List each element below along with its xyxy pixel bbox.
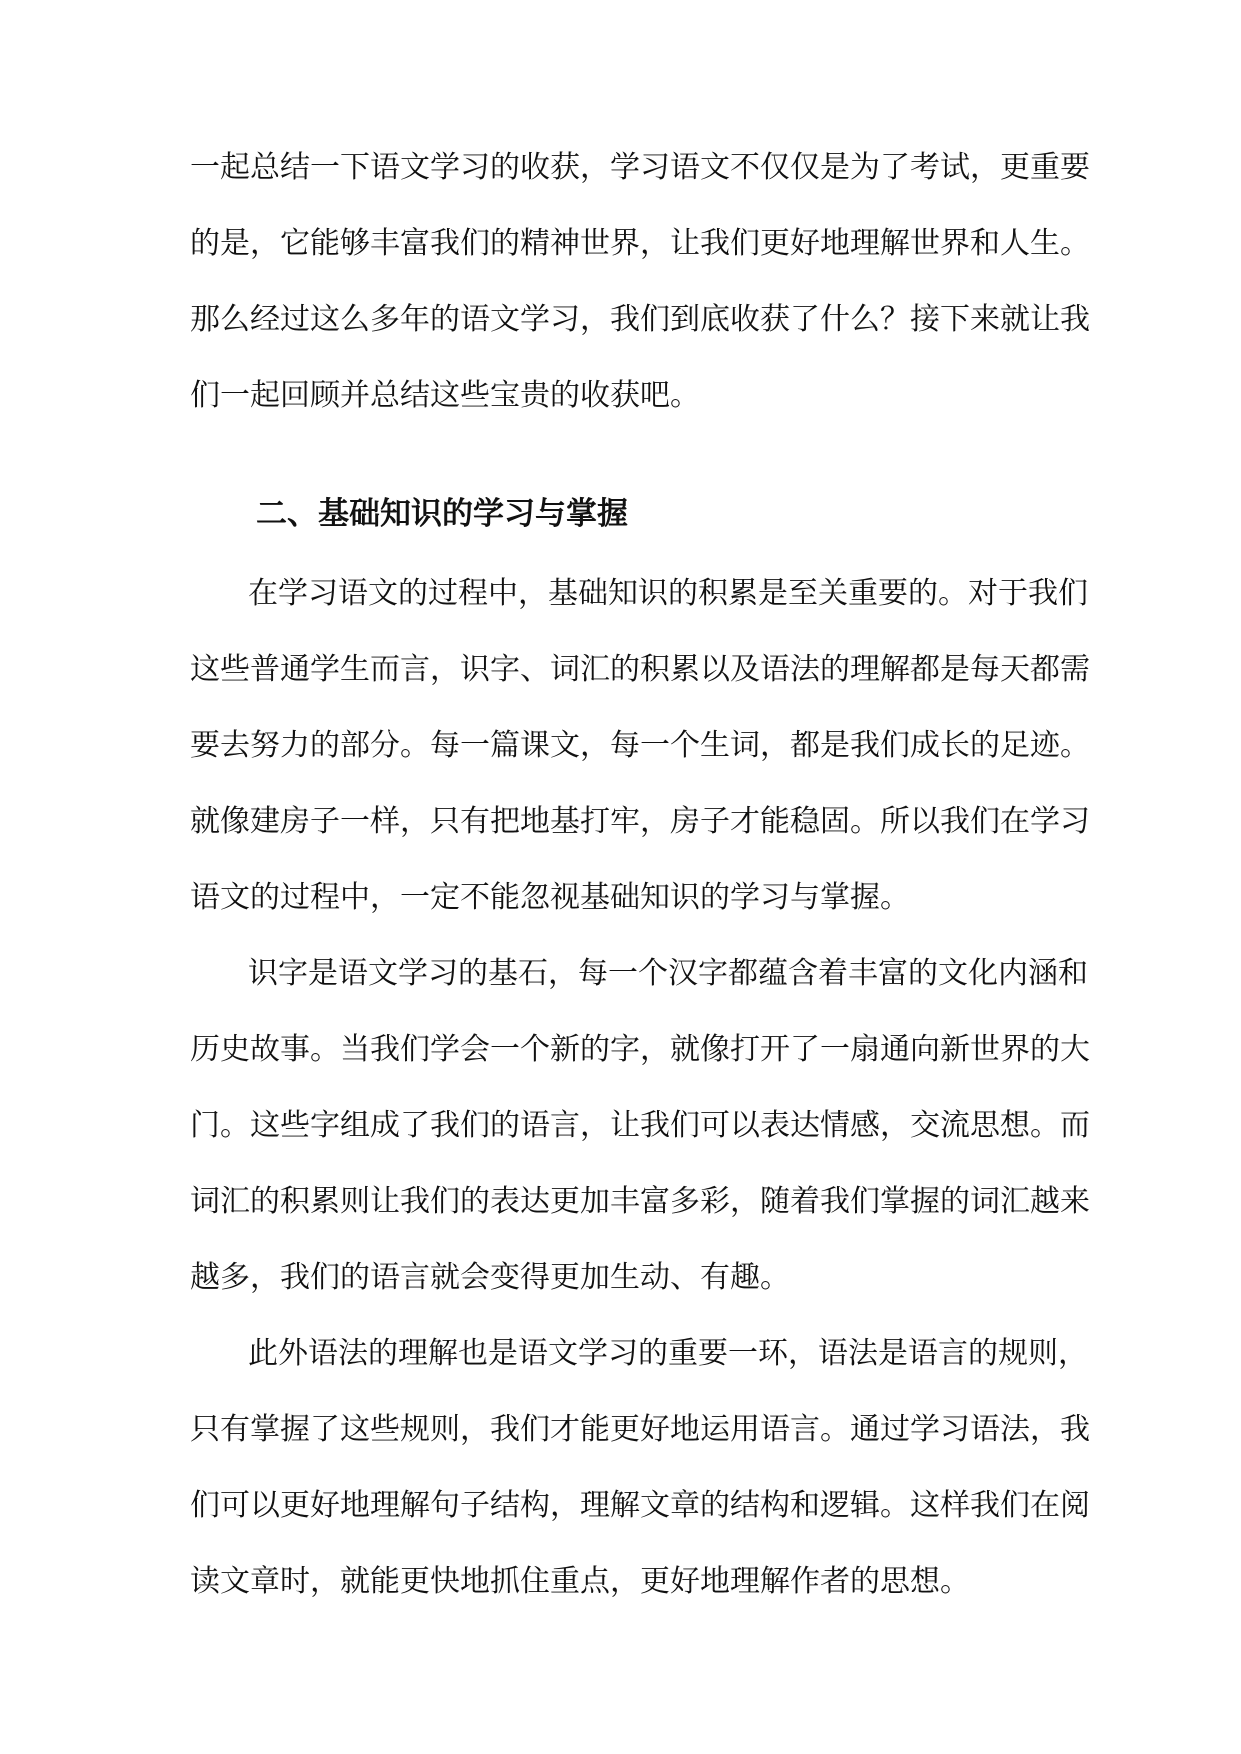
text-line: 的是，它能够丰富我们的精神世界，让我们更好地理解世界和人生。 xyxy=(190,226,1090,261)
text-line: 语文的过程中，一定不能忽视基础知识的学习与掌握。 xyxy=(190,880,910,915)
text-line: 们可以更好地理解句子结构，理解文章的结构和逻辑。这样我们在阅 xyxy=(190,1488,1090,1523)
paragraph-2 xyxy=(190,936,1090,1316)
text-line: 词汇的积累则让我们的表达更加丰富多彩，随着我们掌握的词汇越来 xyxy=(190,1184,1090,1219)
text-line: 在学习语文的过程中，基础知识的积累是至关重要的。对于我们 xyxy=(248,576,1088,611)
text-line: 历史故事。当我们学会一个新的字，就像打开了一扇通向新世界的大 xyxy=(190,1032,1090,1067)
text-line: 要去努力的部分。每一篇课文，每一个生词，都是我们成长的足迹。 xyxy=(190,728,1090,763)
intro-paragraph xyxy=(190,130,1090,434)
text-line: 门。这些字组成了我们的语言，让我们可以表达情感，交流思想。而 xyxy=(190,1108,1090,1143)
text-line: 读文章时，就能更快地抓住重点，更好地理解作者的思想。 xyxy=(190,1564,970,1599)
section-heading: 二、基础知识的学习与掌握 xyxy=(256,496,628,532)
text-line: 只有掌握了这些规则，我们才能更好地运用语言。通过学习语法，我 xyxy=(190,1412,1090,1447)
text-line: 一起总结一下语文学习的收获，学习语文不仅仅是为了考试，更重要 xyxy=(190,150,1090,185)
text-line: 就像建房子一样，只有把地基打牢，房子才能稳固。所以我们在学习 xyxy=(190,804,1090,839)
text-line: 越多，我们的语言就会变得更加生动、有趣。 xyxy=(190,1260,790,1295)
text-line: 识字是语文学习的基石，每一个汉字都蕴含着丰富的文化内涵和 xyxy=(248,956,1088,991)
text-line: 此外语法的理解也是语文学习的重要一环，语法是语言的规则， xyxy=(248,1336,1088,1371)
text-line: 们一起回顾并总结这些宝贵的收获吧。 xyxy=(190,378,700,413)
paragraph-1 xyxy=(190,556,1090,936)
paragraph-3 xyxy=(190,1316,1090,1620)
text-line: 那么经过这么多年的语文学习，我们到底收获了什么？接下来就让我 xyxy=(190,302,1090,337)
text-line: 这些普通学生而言，识字、词汇的积累以及语法的理解都是每天都需 xyxy=(190,652,1090,687)
